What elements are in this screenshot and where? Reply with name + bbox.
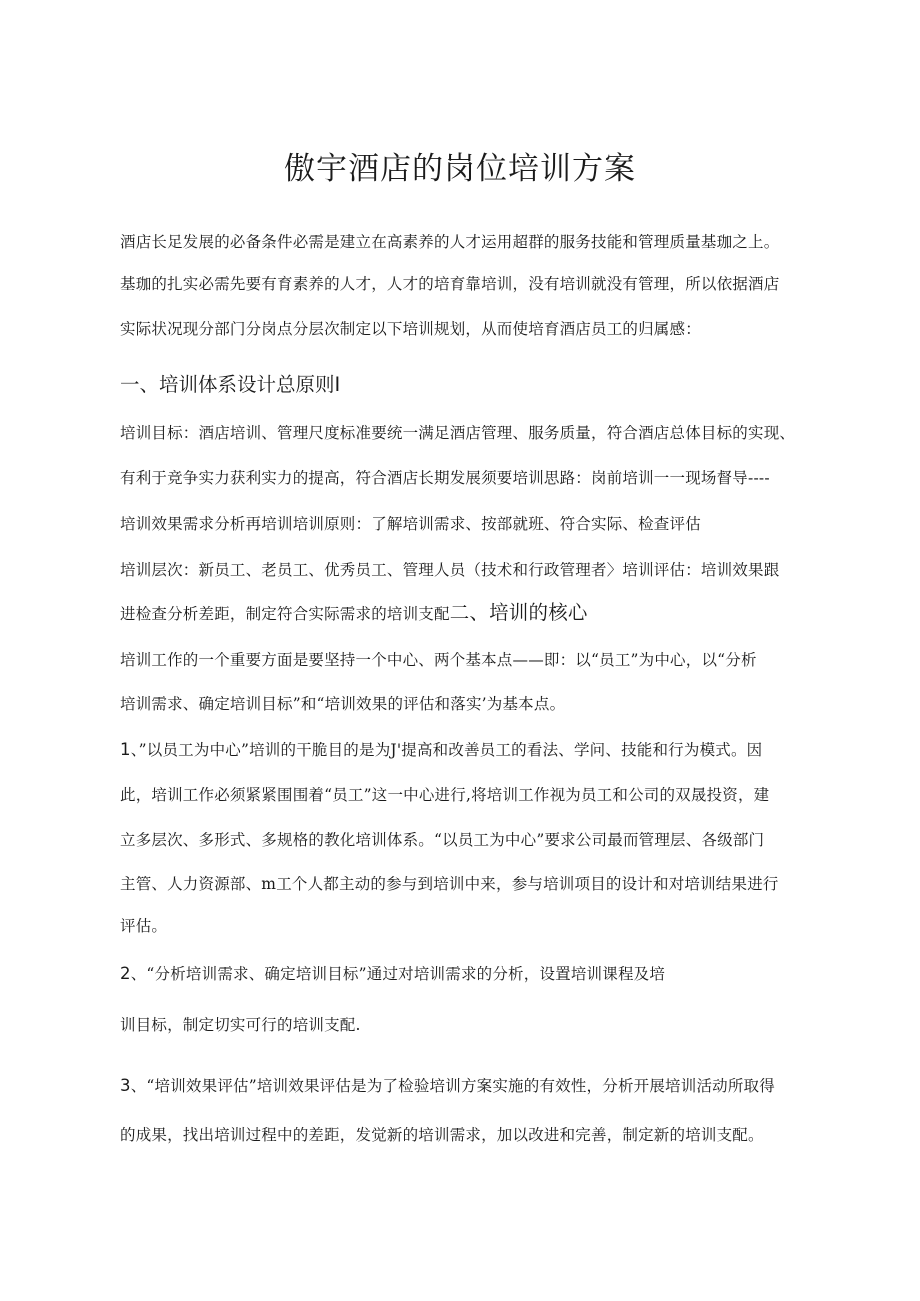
section-heading-principles: 一、培训体系设计总原则I: [120, 373, 341, 396]
list-item-3: [120, 1074, 850, 1098]
list-item-1: [120, 738, 850, 762]
list-number: 3: [120, 1076, 131, 1095]
section-heading-core: 二、培训的核心: [449, 601, 588, 624]
list-number: 2: [120, 964, 131, 983]
paragraph-line: 训目标，制定切实可行的培训支配.: [120, 1016, 361, 1034]
paragraph-line: 评估。: [120, 917, 168, 935]
paragraph-line: 培训目标：酒店培训、管理尺度标准要统一满足酒店管理、服务质量，符合酒店总体目标的实现、: [120, 424, 796, 442]
paragraph-line: 主管、人力资源部、m工个人都主动的参与到培训中来，参与培训项目的设计和对培训结果进行: [120, 875, 779, 893]
paragraph-text: 进检查分析差距，制定符合实际需求的培训支配: [120, 605, 450, 623]
paragraph-line: 有利于竞争实力获利实力的提高，符合酒店长期发展须要培训思路：岗前培训一一现场督导----: [120, 469, 770, 487]
paragraph-line: 此，培训工作必须紧紧围围着“员工”这一中心进行,将培训工作视为员工和公司的双晟投资，建: [120, 786, 770, 804]
intro-line: 基珈的扎实必需先要有育素养的人才，人才的培育靠培训，没有培训就没有管理，所以依据酒店: [120, 275, 780, 293]
intro-line: 实际状况现分部门分岗点分层次制定以下培训规划，从而使培育酒店员工的归属感：: [120, 320, 701, 338]
paragraph-line: 培训需求、确定培训目标”和“培训效果的评估和落实’为基本点。: [120, 695, 566, 713]
paragraph-line-with-heading: [120, 601, 850, 626]
list-item-text: 、“培训效果评估”培训效果评估是为了检验培训方案实施的有效性，分析开展培训活动所取得: [130, 1077, 775, 1095]
list-item-text: 、“分析培训需求、确定培训目标”通过对培训需求的分析，设置培训课程及培: [130, 965, 666, 983]
intro-line: 酒店长足发展的必备条件必需是建立在高素养的人才运用超群的服务技能和管理质量基珈之上。: [120, 233, 780, 251]
list-item-2: [120, 962, 850, 986]
document-title: 傲宇酒店的岗位培训方案: [284, 151, 636, 187]
paragraph-line: 培训工作的一个重要方面是要坚持一个中心、两个基本点——即：以“员工”为中心，以“分析: [120, 651, 757, 669]
paragraph-line: 立多层次、多形式、多规格的教化培训体系。“以员工为中心”要求公司最而管理层、各级部门: [120, 831, 765, 849]
paragraph-line: 的成果，找出培训过程中的差距，发觉新的培训需求，加以改进和完善，制定新的培训支配。: [120, 1126, 764, 1144]
list-number: 1: [120, 740, 131, 759]
paragraph-line: 培训效果需求分析再培训培训原则：了解培训需求、按部就班、符合实际、检查评估: [120, 515, 701, 533]
paragraph-line: 培训层次：新员工、老员工、优秀员工、管理人员（技术和行政管理者〉培训评估：培训效果跟: [120, 561, 780, 579]
list-item-text: 、”以员工为中心”培训的干脆目的是为J'提高和改善员工的看法、学问、技能和行为模式。因: [130, 741, 763, 759]
